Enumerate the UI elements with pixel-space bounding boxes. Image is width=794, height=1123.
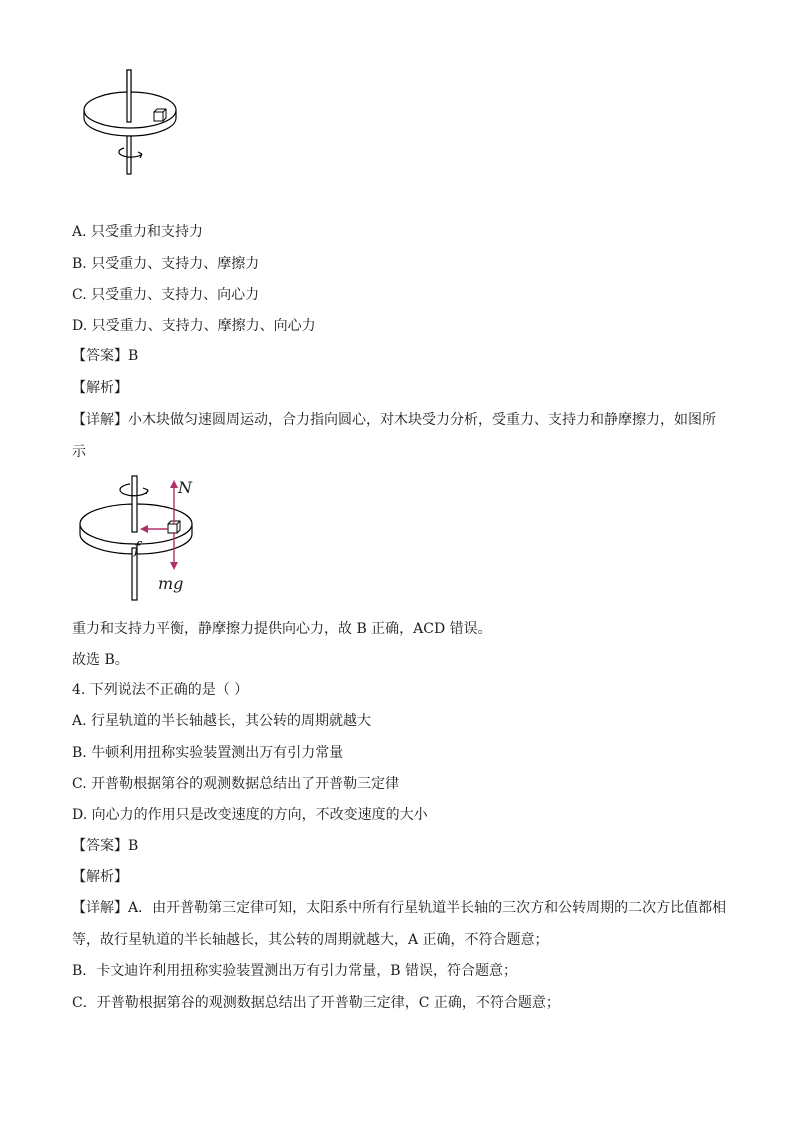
q4-option-d: D. 向心力的作用只是改变速度的方向，不改变速度的大小: [72, 807, 428, 823]
q4-option-a: A. 行星轨道的半长轴越长，其公转的周期就越大: [72, 713, 372, 729]
label-mg: mg: [158, 574, 184, 593]
option-d: D. 只受重力、支持力、摩擦力、向心力: [72, 318, 316, 334]
q4-detail-a: A．由开普勒第三定律可知，太阳系中所有行星轨道半长轴的三次方和公转周期的二次方比值都相: [128, 900, 727, 916]
force-diagram: [76, 474, 206, 606]
q4-answer-label: 【答案】: [72, 838, 128, 854]
q4-detail-label: 【详解】: [72, 900, 128, 916]
q4-analysis-label: 【解析】: [72, 869, 128, 885]
detail-label: 【详解】: [72, 412, 128, 428]
q4-option-b: B. 牛顿利用扭称实验装置测出万有引力常量: [72, 745, 344, 761]
conclusion: 重力和支持力平衡，静摩擦力提供向心力，故 B 正确，ACD 错误。: [72, 621, 492, 637]
label-f: f: [134, 538, 140, 557]
detail-text: 小木块做匀速圆周运动，合力指向圆心，对木块受力分析，受重力、支持力和静摩擦力，如图所: [128, 412, 716, 428]
answer-row: [72, 346, 138, 366]
q4-detail-row: [72, 898, 726, 918]
option-a: A. 只受重力和支持力: [72, 224, 204, 240]
q4-answer-row: [72, 836, 138, 856]
detail-text-cont: 示: [72, 444, 86, 460]
answer-value: B: [128, 348, 139, 364]
turntable-figure: [80, 68, 180, 178]
detail-row: [72, 410, 716, 430]
choose: 故选 B。: [72, 652, 129, 668]
option-c: C. 只受重力、支持力、向心力: [72, 287, 260, 303]
analysis-label: 【解析】: [72, 380, 128, 396]
q4-detail-a-cont: 等，故行星轨道的半长轴越长，其公转的周期就越大，A 正确，不符合题意；: [72, 932, 549, 948]
label-n: N: [178, 478, 192, 497]
q4-option-c: C. 开普勒根据第谷的观测数据总结出了开普勒三定律: [72, 776, 400, 792]
q4-detail-b: B．卡文迪许利用扭称实验装置测出万有引力常量，B 错误，符合题意；: [72, 963, 518, 979]
option-b: B. 只受重力、支持力、摩擦力: [72, 256, 260, 272]
q4-stem: 4. 下列说法不正确的是（ ）: [72, 682, 249, 698]
q4-detail-c: C．开普勒根据第谷的观测数据总结出了开普勒三定律，C 正确，不符合题意；: [72, 995, 560, 1011]
q4-answer-value: B: [128, 838, 139, 854]
answer-label: 【答案】: [72, 348, 128, 364]
